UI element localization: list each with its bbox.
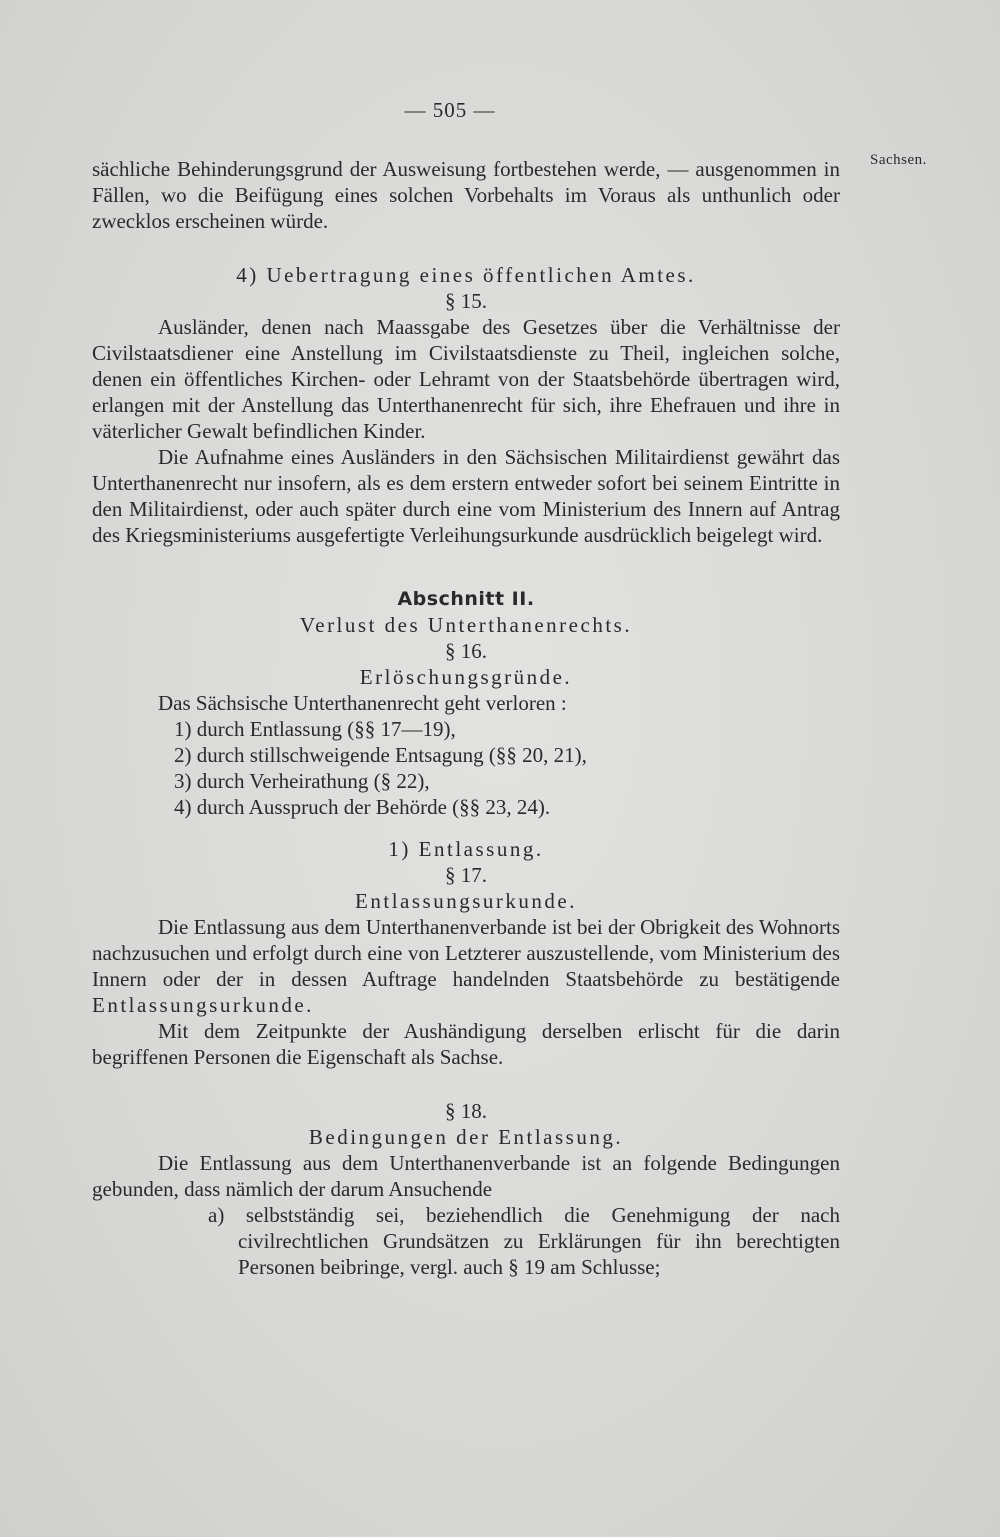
margin-note: Sachsen. — [870, 152, 927, 168]
paragraph-16-intro: Das Sächsische Unterthanenrecht geht verloren : — [158, 691, 567, 715]
paragraph-15-1: Ausländer, denen nach Maassgabe des Gesetzes über die Verhältnisse der Civilstaatsdiener eine Anstellung im Civilstaatsdienste zu Theil, ingleichen solche, denen ein öffentliches Kirchen- oder Lehramt von der Staatsbehörde übertragen wird, erlangen mit der Anstellung das Unterthanenrecht für sich, ihre Ehefrauen und ihre in väterlicher Gewalt befindlichen Kinder. — [92, 315, 840, 443]
paragraph-17-1 — [92, 914, 840, 1018]
list-item: 1) durch Entlassung (§§ 17—19), — [174, 717, 456, 741]
section-18-title: Bedingungen der Entlassung. — [308, 1125, 624, 1149]
paragraph-15-2: Die Aufnahme eines Ausländers in den Sächsischen Militairdienst gewährt das Unterthanenrecht nur insofern, als es dem erstern entweder sofort bei seinem Eintritte in den Militairdienst, oder auch später durch eine vom Ministerium des Innern auf Antrag des Kriegsministeriums ausgefertigte Verleihungsurkunde ausdrücklich beigelegt wird. — [92, 445, 840, 547]
section-17-sign: § 17. — [445, 863, 487, 887]
abschnitt-heading: Abschnitt II. — [397, 588, 535, 610]
section-16-sign: § 16. — [445, 639, 487, 663]
paragraph-17-1-emphasis: Entlassungsurkunde. — [92, 993, 314, 1017]
section-16-title: Erlöschungsgründe. — [359, 665, 573, 689]
section-17-title: Entlassungsurkunde. — [355, 889, 577, 913]
paragraph-17-2: Mit dem Zeitpunkte der Aushändigung derselben erlischt für die darin begriffenen Personen die Eigenschaft als Sachse. — [92, 1019, 840, 1069]
heading-uebertragung: 4) Uebertragung eines öffentlichen Amtes. — [236, 263, 696, 287]
section-18-sign: § 18. — [445, 1099, 487, 1123]
document-body — [92, 156, 840, 1280]
paragraph-18-intro: Die Entlassung aus dem Unterthanenverbande ist an folgende Bedingungen gebunden, dass nämlich der darum Ansuchende — [92, 1151, 840, 1201]
page-number: — 505 — — [404, 98, 496, 122]
list-item-18-a: a) selbstständig sei, beziehendlich die Genehmigung der nach civilrechtlichen Grundsätzen zu Erklärungen für ihn berechtigten Personen beibringe, vergl. auch § 19 am Schlusse; — [208, 1203, 840, 1279]
paragraph-17-1-text: Die Entlassung aus dem Unterthanenverbande ist bei der Obrigkeit des Wohnorts nachzusuchen und erfolgt durch eine von Letzterer auszustellende, vom Ministerium des Innern oder der in dessen Auftrage handelnden Staatsbehörde zu bestätigende — [92, 915, 840, 991]
list-item: 2) durch stillschweigende Entsagung (§§ 20, 21), — [174, 743, 587, 767]
intro-paragraph: sächliche Behinderungsgrund der Ausweisung fortbestehen werde, — ausgenommen in Fällen, wo die Beifügung eines solchen Vorbehalts im Voraus als unthunlich oder zwecklos erscheinen würde. — [92, 157, 840, 233]
abschnitt-title: Verlust des Unterthanenrechts. — [299, 613, 633, 637]
list-item: 4) durch Ausspruch der Behörde (§§ 23, 24). — [174, 795, 551, 819]
heading-entlassung: 1) Entlassung. — [388, 837, 544, 861]
section-15-sign: § 15. — [445, 289, 487, 313]
list-item: 3) durch Verheirathung (§ 22), — [174, 769, 430, 793]
